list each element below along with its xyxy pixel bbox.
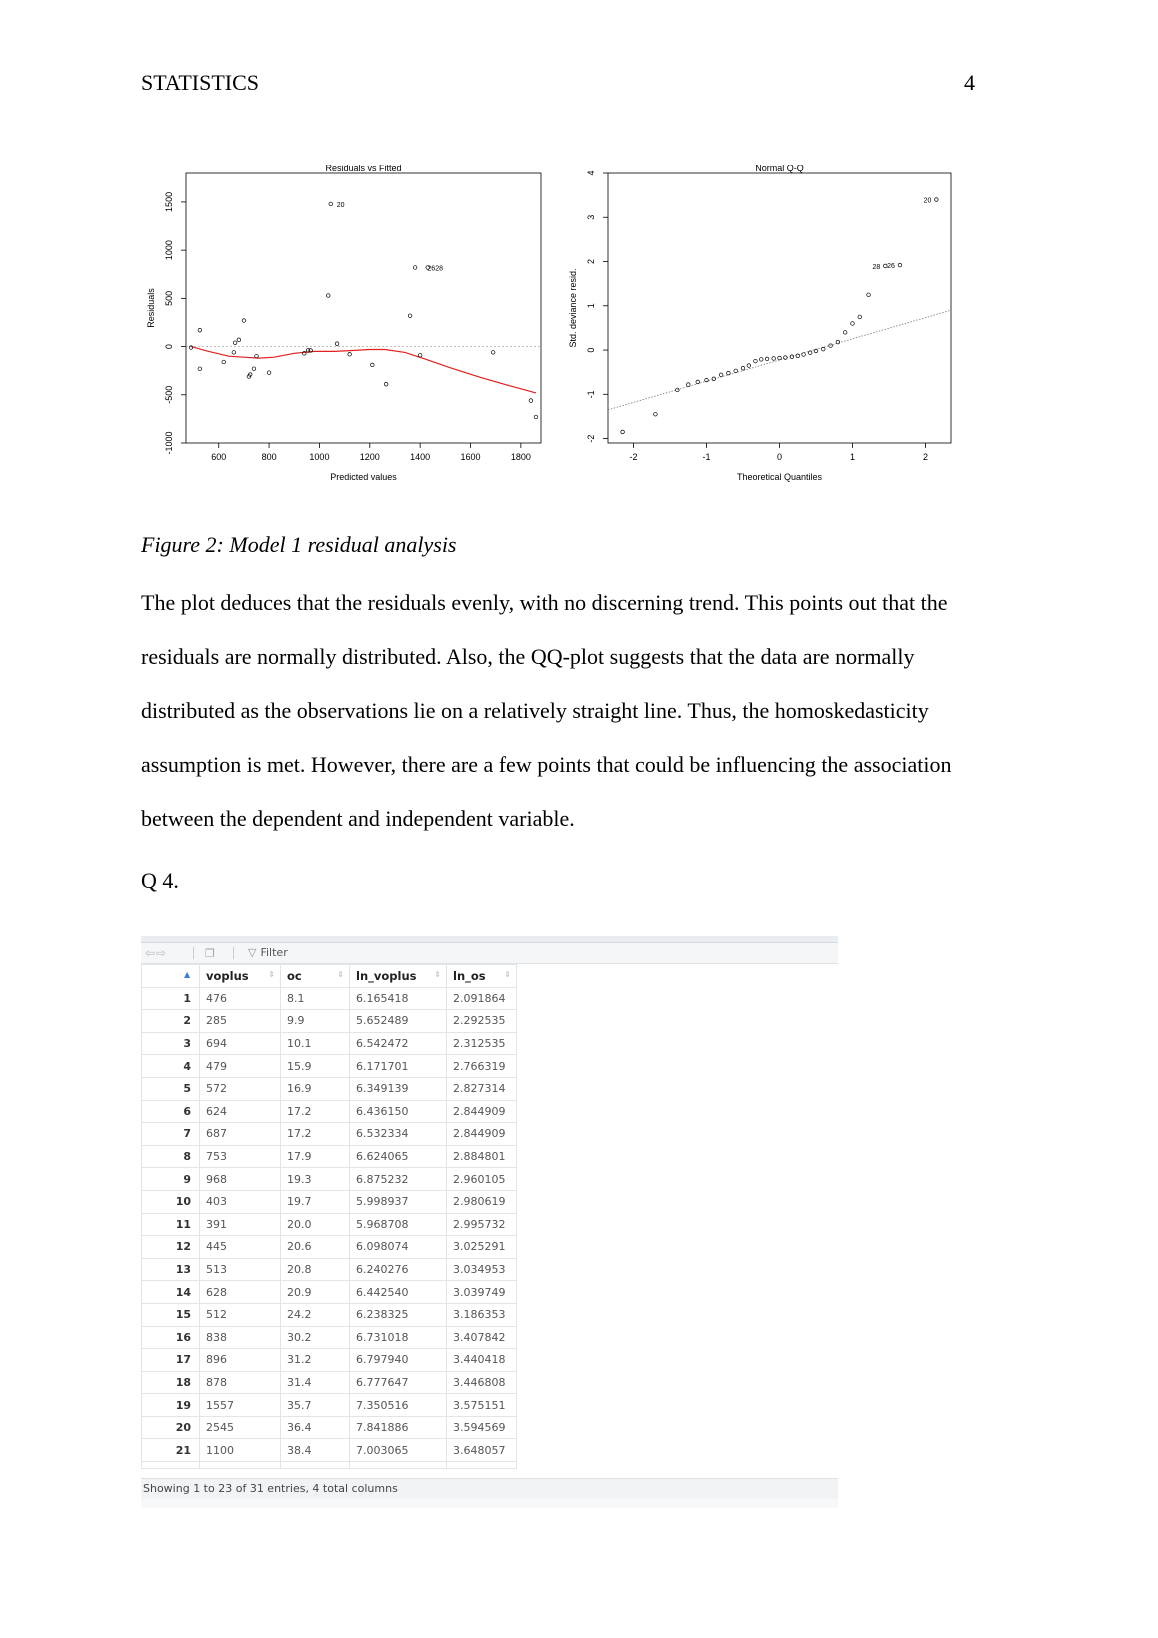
table-cell-cutoff — [200, 1462, 281, 1469]
table-cell: 2.995732 — [447, 1213, 517, 1236]
table-row[interactable] — [142, 1213, 517, 1236]
table-cell-cutoff — [142, 1462, 200, 1469]
paragraph-line: assumption is met. However, there are a few points that could be influencing the association — [141, 752, 952, 777]
table-cell: 24.2 — [281, 1303, 350, 1326]
data-point — [326, 294, 330, 298]
table-row[interactable] — [142, 1258, 517, 1281]
data-point — [237, 338, 241, 342]
data-point — [935, 198, 939, 202]
viewer-tab-strip — [141, 936, 838, 943]
data-point — [348, 352, 352, 356]
row-index-cell: 18 — [142, 1371, 200, 1394]
data-point — [252, 367, 256, 371]
table-cell: 3.446808 — [447, 1371, 517, 1394]
data-point — [233, 341, 237, 345]
x-tick-label: 1 — [849, 452, 855, 462]
row-index-cell: 5 — [142, 1077, 200, 1100]
table-row[interactable] — [142, 1371, 517, 1394]
data-point — [778, 356, 782, 360]
table-cell: 31.4 — [281, 1371, 350, 1394]
viewer-bottom-strip — [141, 1499, 838, 1508]
point-label: 20 — [923, 197, 932, 205]
figure-caption: Figure 2: Model 1 residual analysis — [141, 532, 457, 557]
column-header[interactable] — [447, 965, 517, 988]
table-row[interactable] — [142, 1145, 517, 1168]
running-head: STATISTICS — [141, 70, 260, 95]
table-cell: 624 — [200, 1100, 281, 1123]
x-tick-label: 1200 — [359, 452, 380, 462]
x-tick-label: 1800 — [510, 452, 531, 462]
table-row[interactable] — [142, 1032, 517, 1055]
row-index-cell: 21 — [142, 1439, 200, 1462]
plot-frame — [186, 173, 541, 443]
new-window-icon[interactable]: ❐ — [205, 947, 215, 960]
row-index-cell: 6 — [142, 1100, 200, 1123]
table-cell: 3.575151 — [447, 1394, 517, 1417]
plot-title: Normal Q-Q — [755, 165, 804, 173]
row-index-cell: 12 — [142, 1236, 200, 1259]
y-tick-label: -1000 — [164, 431, 174, 455]
table-cell: 19.7 — [281, 1190, 350, 1213]
toolbar-divider — [233, 947, 234, 959]
table-cell: 6.532334 — [350, 1123, 447, 1146]
y-tick-label: -1 — [586, 390, 596, 399]
data-point — [335, 342, 339, 346]
table-cell: 878 — [200, 1371, 281, 1394]
x-tick-label: 1400 — [410, 452, 431, 462]
table-cell: 20.9 — [281, 1281, 350, 1304]
sort-icon: ⇕ — [268, 970, 275, 979]
data-point — [754, 359, 758, 363]
x-tick-label: 600 — [211, 452, 227, 462]
data-point — [232, 351, 236, 355]
table-row[interactable] — [142, 987, 517, 1010]
table-cell: 3.039749 — [447, 1281, 517, 1304]
table-cell: 6.797940 — [350, 1349, 447, 1372]
table-cell: 30.2 — [281, 1326, 350, 1349]
y-tick-label: 4 — [586, 170, 596, 176]
x-tick-label: -1 — [702, 452, 711, 462]
table-cell: 7.841886 — [350, 1416, 447, 1439]
paragraph-line: residuals are normally distributed. Also, the QQ-plot suggests that the data are normally — [141, 644, 915, 669]
table-cell: 10.1 — [281, 1032, 350, 1055]
data-point — [267, 371, 271, 375]
row-index-cell: 20 — [142, 1416, 200, 1439]
row-index-cell: 17 — [142, 1349, 200, 1372]
x-tick-label: 800 — [261, 452, 277, 462]
data-point — [222, 360, 226, 364]
filter-label: Filter — [260, 946, 288, 959]
table-cell: 3.440418 — [447, 1349, 517, 1372]
grid-body — [142, 987, 517, 1468]
y-tick-label: 1 — [586, 303, 596, 309]
row-index-cell: 15 — [142, 1303, 200, 1326]
table-row[interactable] — [142, 1326, 517, 1349]
data-point — [198, 328, 202, 332]
analysis-paragraph — [141, 576, 1021, 846]
data-point — [858, 315, 862, 319]
data-point — [371, 363, 375, 367]
viewer-toolbar — [141, 943, 838, 964]
data-point — [686, 383, 690, 387]
table-cell: 1100 — [200, 1439, 281, 1462]
table-cell: 1557 — [200, 1394, 281, 1417]
table-row[interactable] — [142, 1077, 517, 1100]
data-point — [843, 331, 847, 335]
row-index-cell: 8 — [142, 1145, 200, 1168]
table-cell: 2.960105 — [447, 1168, 517, 1191]
y-tick-label: 0 — [164, 344, 174, 350]
table-cell: 3.594569 — [447, 1416, 517, 1439]
column-header-label: voplus — [206, 968, 249, 983]
point-label: 26 — [887, 263, 895, 271]
table-cell: 512 — [200, 1303, 281, 1326]
data-point — [242, 319, 246, 323]
table-row[interactable] — [142, 1168, 517, 1191]
table-cell: 7.003065 — [350, 1439, 447, 1462]
table-cell: 3.034953 — [447, 1258, 517, 1281]
data-point — [329, 202, 333, 206]
table-cell: 15.9 — [281, 1055, 350, 1078]
page-header — [141, 70, 975, 100]
row-index-cell: 16 — [142, 1326, 200, 1349]
table-cell: 20.6 — [281, 1236, 350, 1259]
table-row[interactable] — [142, 1010, 517, 1033]
paragraph-line: distributed as the observations lie on a relatively straight line. Thus, the homoskedasticity — [141, 698, 929, 723]
x-tick-label: 0 — [776, 452, 783, 462]
y-axis-label: Residuals — [146, 288, 156, 328]
table-row[interactable] — [142, 1281, 517, 1304]
row-index-cell: 10 — [142, 1190, 200, 1213]
x-tick-label: 2 — [922, 452, 928, 462]
table-cell: 35.7 — [281, 1394, 350, 1417]
table-cell: 3.407842 — [447, 1326, 517, 1349]
table-cell: 6.165418 — [350, 987, 447, 1010]
data-point — [413, 266, 417, 270]
data-point — [654, 412, 658, 416]
toolbar-divider — [193, 947, 194, 959]
header-row — [142, 965, 517, 988]
table-cell: 753 — [200, 1145, 281, 1168]
data-point — [741, 366, 745, 370]
table-cell: 285 — [200, 1010, 281, 1033]
x-axis-label: Predicted values — [330, 472, 397, 482]
table-cell: 6.171701 — [350, 1055, 447, 1078]
table-row[interactable] — [142, 1394, 517, 1417]
page-number: 4 — [964, 70, 975, 95]
table-cell: 6.442540 — [350, 1281, 447, 1304]
table-cell: 6.240276 — [350, 1258, 447, 1281]
table-cell: 2.312535 — [447, 1032, 517, 1055]
table-cell: 6.731018 — [350, 1326, 447, 1349]
table-cell: 445 — [200, 1236, 281, 1259]
table-cell: 20.0 — [281, 1213, 350, 1236]
y-tick-label: -2 — [586, 434, 596, 443]
data-point — [759, 358, 763, 362]
question-label: Q 4. — [141, 868, 179, 893]
table-cell-cutoff — [350, 1462, 447, 1469]
data-point — [867, 293, 871, 297]
table-cell: 391 — [200, 1213, 281, 1236]
table-row[interactable] — [142, 1123, 517, 1146]
table-cell: 2.980619 — [447, 1190, 517, 1213]
table-cell: 5.652489 — [350, 1010, 447, 1033]
back-forward-icon[interactable]: ⇦⇨ — [145, 946, 168, 960]
point-label: 28 — [872, 263, 881, 271]
table-cell: 20.8 — [281, 1258, 350, 1281]
data-point — [408, 314, 412, 318]
table-cell: 2545 — [200, 1416, 281, 1439]
paragraph-line: The plot deduces that the residuals evenly, with no discerning trend. This points out that the — [141, 590, 948, 615]
table-cell: 6.777647 — [350, 1371, 447, 1394]
row-index-header[interactable] — [142, 965, 200, 988]
sort-icon: ⇕ — [504, 970, 511, 979]
data-point — [898, 263, 902, 267]
data-point — [621, 430, 625, 434]
table-cell: 838 — [200, 1326, 281, 1349]
table-cell: 2.766319 — [447, 1055, 517, 1078]
table-cell: 479 — [200, 1055, 281, 1078]
data-point — [821, 347, 825, 351]
column-header-label: ln_os — [453, 968, 486, 983]
row-index-cell: 7 — [142, 1123, 200, 1146]
residual-plots-svg — [141, 165, 1011, 515]
table-row[interactable] — [142, 1055, 517, 1078]
viewer-status-bar — [141, 1478, 838, 1499]
table-row-partial — [142, 1462, 517, 1469]
row-index-cell: 3 — [142, 1032, 200, 1055]
data-point — [529, 399, 533, 403]
table-cell: 6.098074 — [350, 1236, 447, 1259]
table-cell: 6.542472 — [350, 1032, 447, 1055]
column-header[interactable] — [350, 965, 447, 988]
smoother-line — [191, 347, 536, 393]
data-point — [796, 354, 800, 358]
table-cell: 694 — [200, 1032, 281, 1055]
row-index-cell: 13 — [142, 1258, 200, 1281]
row-index-cell: 1 — [142, 987, 200, 1010]
data-point — [829, 344, 833, 348]
filter-icon: ▽ — [248, 946, 257, 959]
table-cell: 403 — [200, 1190, 281, 1213]
row-index-cell: 14 — [142, 1281, 200, 1304]
y-tick-label: 3 — [586, 214, 596, 220]
data-point — [727, 371, 731, 375]
plot-frame — [608, 173, 951, 443]
row-index-cell: 2 — [142, 1010, 200, 1033]
data-point — [765, 357, 769, 361]
data-grid — [141, 964, 517, 1469]
filter-button[interactable] — [248, 946, 288, 959]
table-cell: 6.436150 — [350, 1100, 447, 1123]
table-cell: 6.624065 — [350, 1145, 447, 1168]
table-cell: 19.3 — [281, 1168, 350, 1191]
data-point — [836, 340, 840, 344]
table-cell: 2.844909 — [447, 1100, 517, 1123]
data-point — [851, 322, 855, 326]
y-tick-label: 0 — [586, 347, 596, 353]
data-point — [719, 373, 723, 377]
data-point — [747, 364, 751, 368]
table-cell: 6.875232 — [350, 1168, 447, 1191]
table-cell: 3.648057 — [447, 1439, 517, 1462]
x-tick-label: 1600 — [460, 452, 481, 462]
table-cell: 17.9 — [281, 1145, 350, 1168]
table-cell: 476 — [200, 987, 281, 1010]
table-row[interactable] — [142, 1416, 517, 1439]
column-header-label: oc — [287, 968, 302, 983]
table-cell: 513 — [200, 1258, 281, 1281]
table-cell: 2.292535 — [447, 1010, 517, 1033]
y-axis-label: Std. deviance resid. — [568, 268, 578, 348]
table-row[interactable] — [142, 1100, 517, 1123]
x-axis-label: Theoretical Quantiles — [736, 472, 823, 482]
table-cell: 2.091864 — [447, 987, 517, 1010]
table-cell: 31.2 — [281, 1349, 350, 1372]
plot-title: Residuals vs Fitted — [325, 165, 402, 173]
column-header-label: ln_voplus — [356, 968, 417, 983]
table-cell: 36.4 — [281, 1416, 350, 1439]
sort-up-icon: ▲ — [184, 970, 191, 979]
table-row[interactable] — [142, 1349, 517, 1372]
table-cell-cutoff — [447, 1462, 517, 1469]
table-cell: 896 — [200, 1349, 281, 1372]
table-cell: 2.884801 — [447, 1145, 517, 1168]
data-point — [772, 357, 776, 361]
table-cell: 628 — [200, 1281, 281, 1304]
table-cell: 3.025291 — [447, 1236, 517, 1259]
point-label: 20 — [336, 201, 345, 209]
table-cell: 8.1 — [281, 987, 350, 1010]
y-tick-label: 500 — [164, 290, 174, 306]
row-index-cell: 11 — [142, 1213, 200, 1236]
table-row[interactable] — [142, 1236, 517, 1259]
table-cell: 687 — [200, 1123, 281, 1146]
sort-icon: ⇕ — [337, 970, 344, 979]
table-cell: 17.2 — [281, 1100, 350, 1123]
residual-plots-figure — [141, 165, 1011, 515]
y-tick-label: 2 — [586, 259, 596, 265]
data-point — [696, 380, 700, 384]
table-cell: 2.844909 — [447, 1123, 517, 1146]
table-cell: 5.998937 — [350, 1190, 447, 1213]
data-point — [734, 369, 738, 373]
table-cell: 572 — [200, 1077, 281, 1100]
y-tick-label: 1000 — [164, 240, 174, 261]
paragraph-line: between the dependent and independent variable. — [141, 806, 575, 831]
table-cell: 6.349139 — [350, 1077, 447, 1100]
table-row[interactable] — [142, 1439, 517, 1462]
x-tick-label: -2 — [629, 452, 638, 462]
row-index-cell: 19 — [142, 1394, 200, 1417]
table-cell: 9.9 — [281, 1010, 350, 1033]
sort-icon: ⇕ — [434, 970, 441, 979]
table-cell: 7.350516 — [350, 1394, 447, 1417]
data-viewer-screenshot — [141, 936, 838, 1508]
table-cell: 17.2 — [281, 1123, 350, 1146]
data-point — [198, 367, 202, 371]
data-point — [384, 382, 388, 386]
column-header[interactable] — [281, 965, 350, 988]
column-header[interactable] — [200, 965, 281, 988]
data-point — [802, 353, 806, 357]
x-tick-label: 1000 — [309, 452, 330, 462]
table-row[interactable] — [142, 1190, 517, 1213]
row-index-cell: 9 — [142, 1168, 200, 1191]
y-tick-label: -500 — [164, 385, 174, 404]
data-point — [418, 353, 422, 357]
table-cell: 968 — [200, 1168, 281, 1191]
table-row[interactable] — [142, 1303, 517, 1326]
table-cell: 16.9 — [281, 1077, 350, 1100]
data-point — [491, 351, 495, 355]
table-cell-cutoff — [281, 1462, 350, 1469]
point-label: 2628 — [427, 265, 443, 273]
table-cell: 2.827314 — [447, 1077, 517, 1100]
data-point — [534, 415, 538, 419]
status-text: Showing 1 to 23 of 31 entries, 4 total columns — [143, 1482, 398, 1495]
table-cell: 3.186353 — [447, 1303, 517, 1326]
y-tick-label: 1500 — [164, 191, 174, 212]
row-index-cell: 4 — [142, 1055, 200, 1078]
table-cell: 5.968708 — [350, 1213, 447, 1236]
table-cell: 6.238325 — [350, 1303, 447, 1326]
table-cell: 38.4 — [281, 1439, 350, 1462]
